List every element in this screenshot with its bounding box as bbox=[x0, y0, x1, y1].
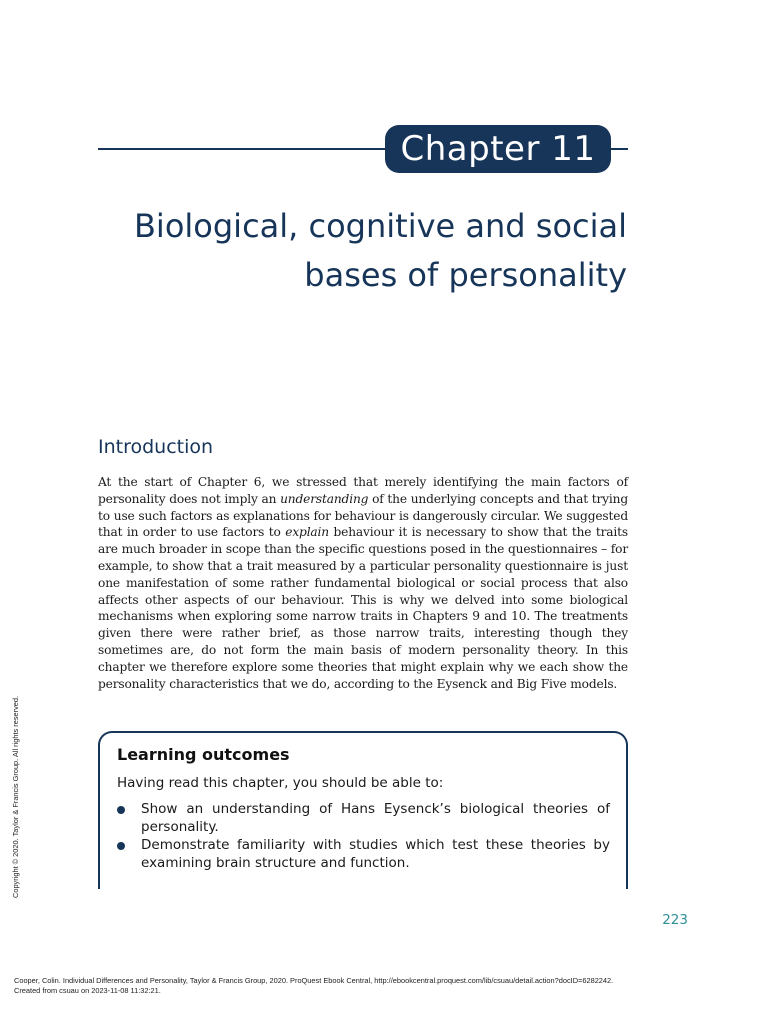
side-copyright-notice: Copyright © 2020. Taylor & Francis Group. All rights reserved. bbox=[11, 695, 20, 898]
intro-text-part-3: behaviour it is necessary to show that the traits are much broader in scope than the specific questions posed in the questionnaires – for example, to show that a trait measured by a particular personality questionnaire is just one manifestation of some rather fundamental biological or social process that also affects other aspects of our behaviour. This is why we delved into some biological mechanisms when exploring some narrow traits in Chapters 9 and 10. The treatments given there were rather brief, as those narrow traits, interesting though they sometimes are, do not form the main basis of modern personality theory. In this chapter we therefore explore some theories that might explain why we each show the personality characteristics that we do, according to the Eysenck and Big Five models. bbox=[98, 525, 628, 691]
intro-emphasis-understanding: understanding bbox=[280, 491, 369, 506]
chapter-title-line-1: Biological, cognitive and social bbox=[133, 207, 627, 245]
intro-emphasis-explain: explain bbox=[285, 525, 329, 540]
chapter-title-line-2: bases of personality bbox=[304, 256, 627, 294]
introduction-heading: Introduction bbox=[98, 436, 214, 458]
learning-outcomes-heading: Learning outcomes bbox=[117, 745, 290, 764]
learning-outcomes-list bbox=[117, 800, 610, 872]
chapter-title bbox=[67, 202, 627, 300]
intro-text-part-1: At the start of Chapter 6, we stressed that merely identifying the main factors of personality does not imply an bbox=[98, 475, 628, 506]
page-number: 223 bbox=[662, 912, 688, 928]
intro-text-part-2: of the underlying concepts and that trying to use such factors as explanations for behaviour is dangerously circular. We suggested that in order to use factors to bbox=[98, 491, 628, 540]
list-item bbox=[117, 800, 610, 836]
learning-outcomes-intro: Having read this chapter, you should be able to: bbox=[117, 775, 444, 791]
bullet-icon bbox=[117, 842, 125, 850]
list-item-text: Demonstrate familiarity with studies which test these theories by examining brain structure and function. bbox=[141, 837, 610, 871]
list-item bbox=[117, 836, 610, 872]
list-item-text: Show an understanding of Hans Eysenck’s biological theories of personality. bbox=[141, 801, 610, 835]
introduction-paragraph bbox=[98, 474, 628, 692]
chapter-label: Chapter 11 bbox=[385, 125, 611, 173]
footer-citation-line-1: Cooper, Colin. Individual Differences and Personality, Taylor & Francis Group, 2020. ProQuest Ebook Central, http://ebookcentral.proquest.com/lib/csuau/detail.action?docID=6282242. bbox=[14, 976, 614, 985]
footer-citation-line-2: Created from csuau on 2023-11-08 11:32:21. bbox=[14, 986, 161, 995]
bullet-icon bbox=[117, 806, 125, 814]
footer-citation bbox=[14, 976, 754, 996]
